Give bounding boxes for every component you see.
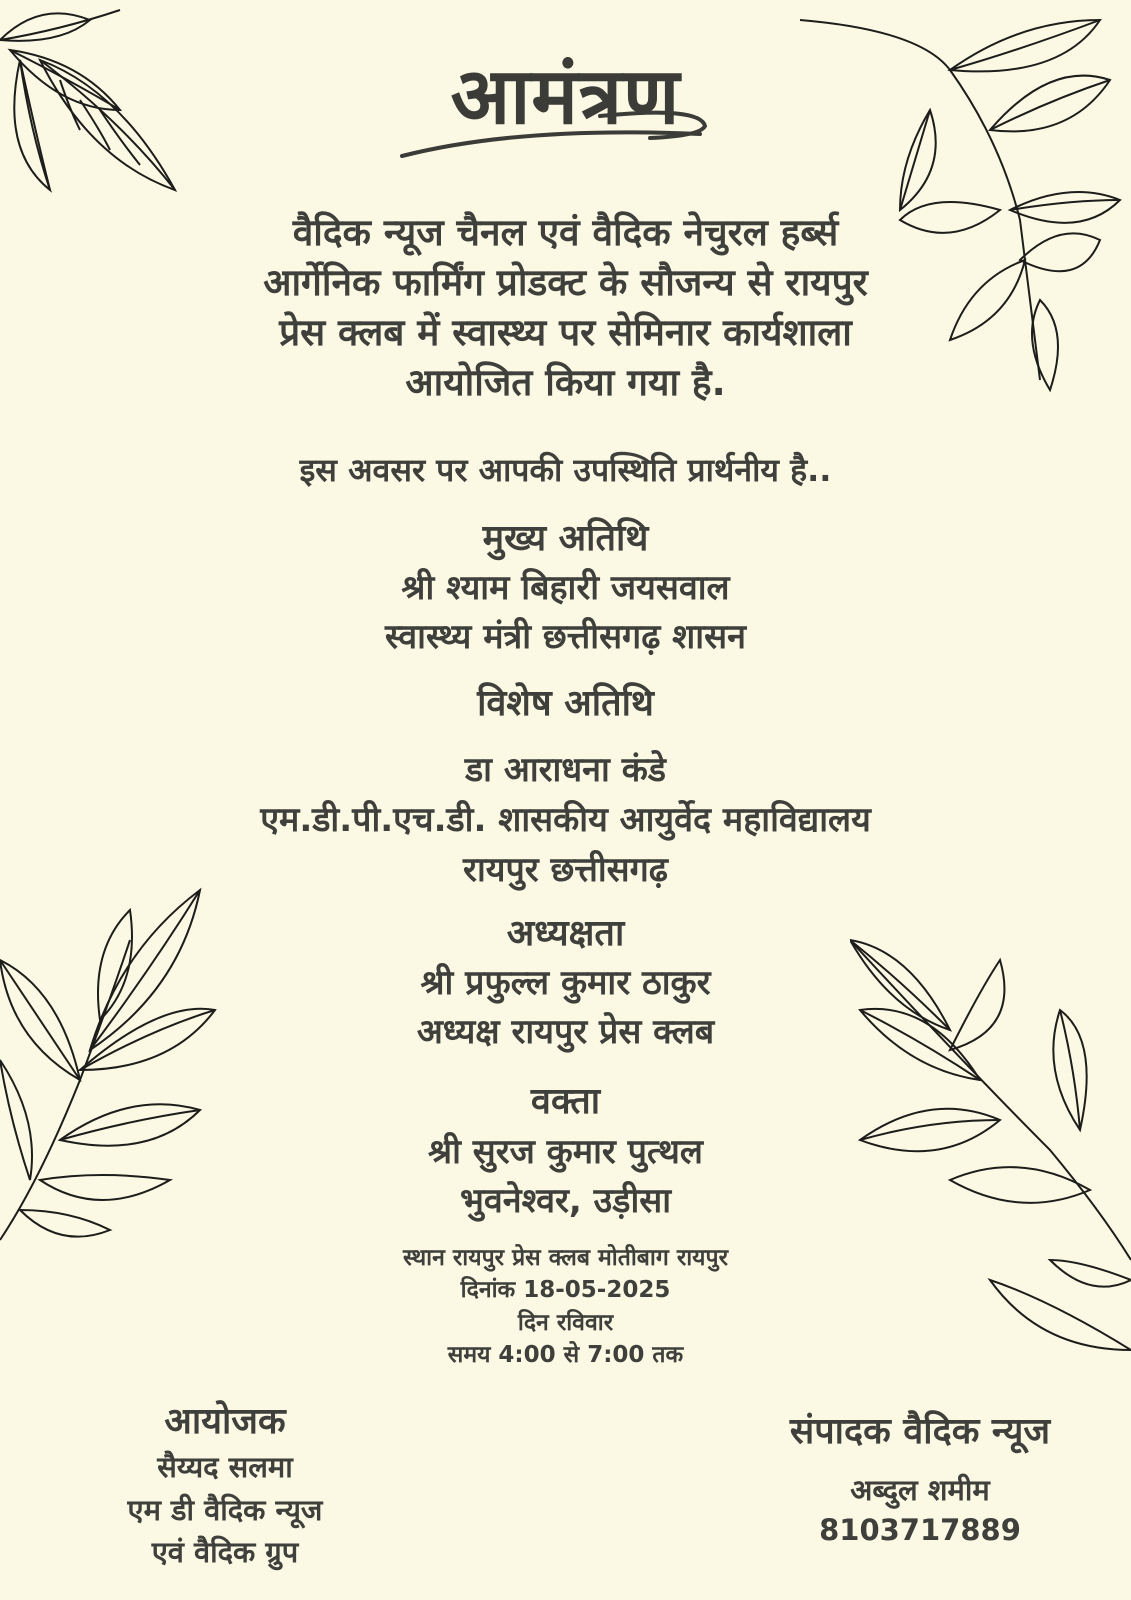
special-guest-heading: विशेष अतिथि bbox=[477, 683, 654, 724]
speaker-name: श्री सुरज कुमार पुत्थल bbox=[428, 1132, 703, 1172]
event-time: समय 4:00 से 7:00 तक bbox=[447, 1342, 684, 1368]
special-guest-place: रायपुर छत्तीसगढ़ bbox=[463, 850, 668, 890]
page-title: आमंत्रण bbox=[450, 52, 681, 142]
intro-line: प्रेस क्लब में स्वास्थ्य पर सेमिनार कार्यशाला bbox=[279, 311, 852, 354]
event-date: दिनांक 18-05-2025 bbox=[460, 1277, 671, 1303]
editor-heading: संपादक वैदिक न्यूज bbox=[789, 1411, 1051, 1452]
organizer-line2: एम डी वैदिक न्यूज bbox=[127, 1493, 323, 1527]
intro-line: वैदिक न्यूज चैनल एवं वैदिक नेचुरल हर्ब्स bbox=[292, 211, 839, 254]
organizer-name: सैय्यद सलमा bbox=[157, 1450, 293, 1484]
invitation-line: इस अवसर पर आपकी उपस्थिति प्रार्थनीय है.. bbox=[299, 451, 832, 489]
special-guest-name: डा आराधना कंडे bbox=[464, 750, 667, 790]
speaker-heading: वक्ता bbox=[530, 1081, 601, 1122]
intro-paragraph bbox=[0, 208, 1131, 408]
special-guest-designation: एम.डी.पी.एच.डी. शासकीय आयुर्वेद महाविद्यालय bbox=[260, 800, 871, 840]
organizer-line3: एवं वैदिक ग्रुप bbox=[151, 1535, 299, 1569]
chief-guest-name: श्री श्याम बिहारी जयसवाल bbox=[401, 568, 730, 608]
intro-line: आर्गेनिक फार्मिंग प्रोडक्ट के सौजन्य से रायपुर bbox=[263, 261, 868, 304]
title-underline-swoosh bbox=[400, 96, 720, 166]
editor-phone: 8103717889 bbox=[819, 1513, 1021, 1547]
editor-name: अब्दुल शमीम bbox=[850, 1473, 990, 1507]
chief-guest-heading: मुख्य अतिथि bbox=[482, 518, 649, 559]
intro-line: आयोजित किया गया है. bbox=[405, 361, 726, 404]
event-day: दिन रविवार bbox=[517, 1310, 614, 1336]
chief-guest-designation: स्वास्थ्य मंत्री छत्तीसगढ़ शासन bbox=[385, 617, 746, 657]
presidency-name: श्री प्रफुल्ल कुमार ठाकुर bbox=[420, 963, 711, 1003]
presidency-heading: अध्यक्षता bbox=[506, 913, 625, 954]
event-venue: स्थान रायपुर प्रेस क्लब मोतीबाग रायपुर bbox=[402, 1245, 728, 1271]
speaker-place: भुवनेश्वर, उड़ीसा bbox=[459, 1181, 672, 1221]
organizer-heading: आयोजक bbox=[164, 1401, 286, 1442]
presidency-designation: अध्यक्ष रायपुर प्रेस क्लब bbox=[416, 1012, 715, 1052]
